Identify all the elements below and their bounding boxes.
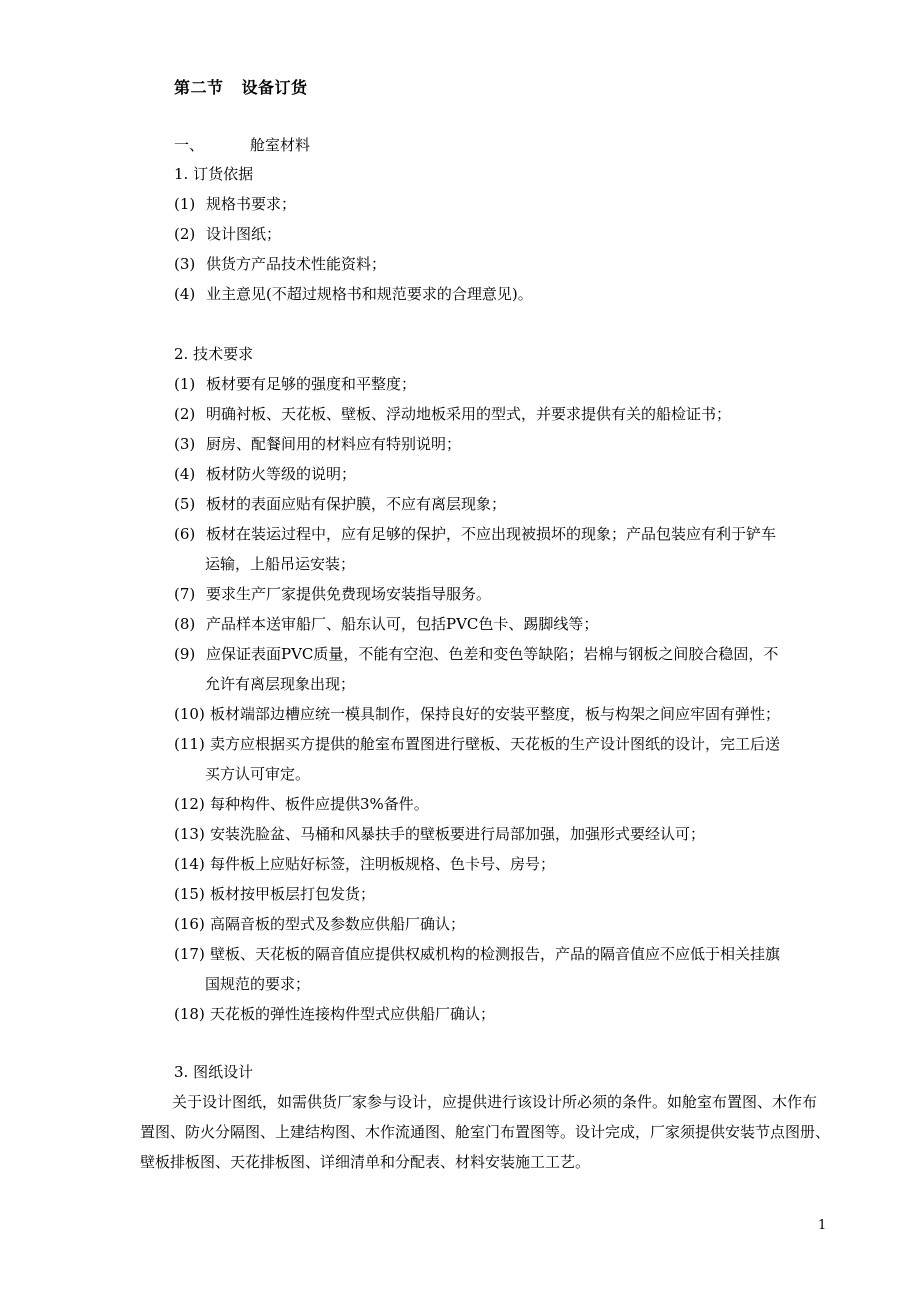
item-text: 业主意见(不超过规格书和规范要求的合理意见)。 [206,285,533,303]
list-item-continuation: 买方认可审定。 [205,765,311,783]
list-item [174,854,555,874]
subheading-order-basis: 1. 订货依据 [174,165,254,183]
subheading-drawing-design: 3. 图纸设计 [174,1063,254,1081]
item-text: 每件板上应贴好标签，注明板规格、色卡号、房号； [210,855,556,873]
list-item [174,614,598,634]
item-number: (8) [174,615,196,633]
item-number: (12) [174,795,205,813]
item-text: 设计图纸； [206,225,282,243]
list-item [174,464,356,484]
item-number: (3) [174,255,196,273]
item-text: 安装洗脸盆、马桶和风暴扶手的壁板要进行局部加强，加强形式要经认可； [210,825,706,843]
item-text: 板材端部边槽应统一模具制作，保持良好的安装平整度，板与构架之间应牢固有弹性； [210,705,781,723]
item-number: (11) [174,735,205,753]
list-item [174,494,506,514]
list-item [174,884,375,904]
heading-materials [174,134,310,155]
list-item [174,524,776,544]
item-number: (14) [174,855,205,873]
item-number: (3) [174,435,196,453]
item-text: 壁板、天花板的隔音值应提供权威机构的检测报告，产品的隔音值应不应低于相关挂旗 [210,945,781,963]
item-number: (1) [174,375,196,393]
item-text: 厨房、配餐间用的材料应有特别说明； [206,435,462,453]
item-text: 产品样本送审船厂、船东认可，包括PVC色卡、踢脚线等； [206,615,599,633]
subheading-tech-requirements: 2. 技术要求 [174,345,254,363]
section-number: 第二节 [174,78,224,97]
list-item [174,734,780,754]
item-text: 规格书要求； [206,195,297,213]
item-number: (4) [174,465,196,483]
item-text: 供货方产品技术性能资料； [206,255,387,273]
section-name: 设备订货 [241,78,308,97]
heading-number: 一、 [174,136,205,154]
item-number: (1) [174,195,196,213]
paragraph-text: 关于设计图纸，如需供货厂家参与设计，应提供进行该设计所必须的条件。如舱室布置图、木作布置图、防火分隔图、上建结构图、木作流通图、舱室门布置图等。设计完成，厂家须提供安装节点图册、壁板排板图、天花排板图、详细清单和分配表、材料安装施工工艺。 [140,1093,831,1171]
item-number: (15) [174,885,205,903]
list-item [174,584,491,604]
item-text: 板材的表面应贴有保护膜，不应有离层现象； [206,495,507,513]
item-text: 板材防火等级的说明； [206,465,357,483]
item-number: (10) [174,705,205,723]
list-item-continuation: 运输，上船吊运安装； [205,555,356,573]
section-title [174,75,308,98]
list-item [174,944,780,964]
list-item [174,704,780,724]
item-text: 要求生产厂家提供免费现场安装指导服务。 [206,585,492,603]
item-text: 每种构件、板件应提供3%备件。 [210,795,429,813]
list-item-continuation: 国规范的要求； [205,975,311,993]
item-number: (2) [174,405,196,423]
item-number: (5) [174,495,196,513]
list-item [174,644,778,664]
list-item [174,224,281,244]
item-number: (6) [174,525,196,543]
list-item [174,404,731,424]
item-text: 板材要有足够的强度和平整度； [206,375,417,393]
list-item [174,1004,495,1024]
page-number: 1 [818,1218,827,1233]
heading-text: 舱室材料 [250,136,311,154]
item-text: 明确衬板、天花板、壁板、浮动地板采用的型式，并要求提供有关的船检证书； [206,405,732,423]
list-item [174,194,296,214]
list-item [174,824,705,844]
item-number: (9) [174,645,196,663]
item-number: (2) [174,225,196,243]
item-text: 卖方应根据买方提供的舱室布置图进行壁板、天花板的生产设计图纸的设计，完工后送 [210,735,781,753]
item-number: (17) [174,945,205,963]
list-item [174,914,465,934]
item-number: (13) [174,825,205,843]
list-item [174,374,416,394]
item-number: (4) [174,285,196,303]
item-text: 应保证表面PVC质量，不能有空泡、色差和变色等缺陷；岩棉与钢板之间胶合稳固，不 [206,645,779,663]
list-item [174,794,429,814]
list-item [174,254,386,274]
item-number: (7) [174,585,196,603]
list-item-continuation: 允许有离层现象出现； [205,675,356,693]
list-item [174,434,461,454]
item-number: (18) [174,1005,205,1023]
item-text: 板材在装运过程中，应有足够的保护，不应出现被损坏的现象；产品包装应有利于铲车 [206,525,777,543]
item-text: 天花板的弹性连接构件型式应供船厂确认； [210,1005,496,1023]
item-text: 高隔音板的型式及参数应供船厂确认； [210,915,466,933]
item-number: (16) [174,915,205,933]
item-text: 板材按甲板层打包发货； [210,885,376,903]
paragraph-drawing-design [140,1087,830,1177]
list-item [174,284,533,304]
